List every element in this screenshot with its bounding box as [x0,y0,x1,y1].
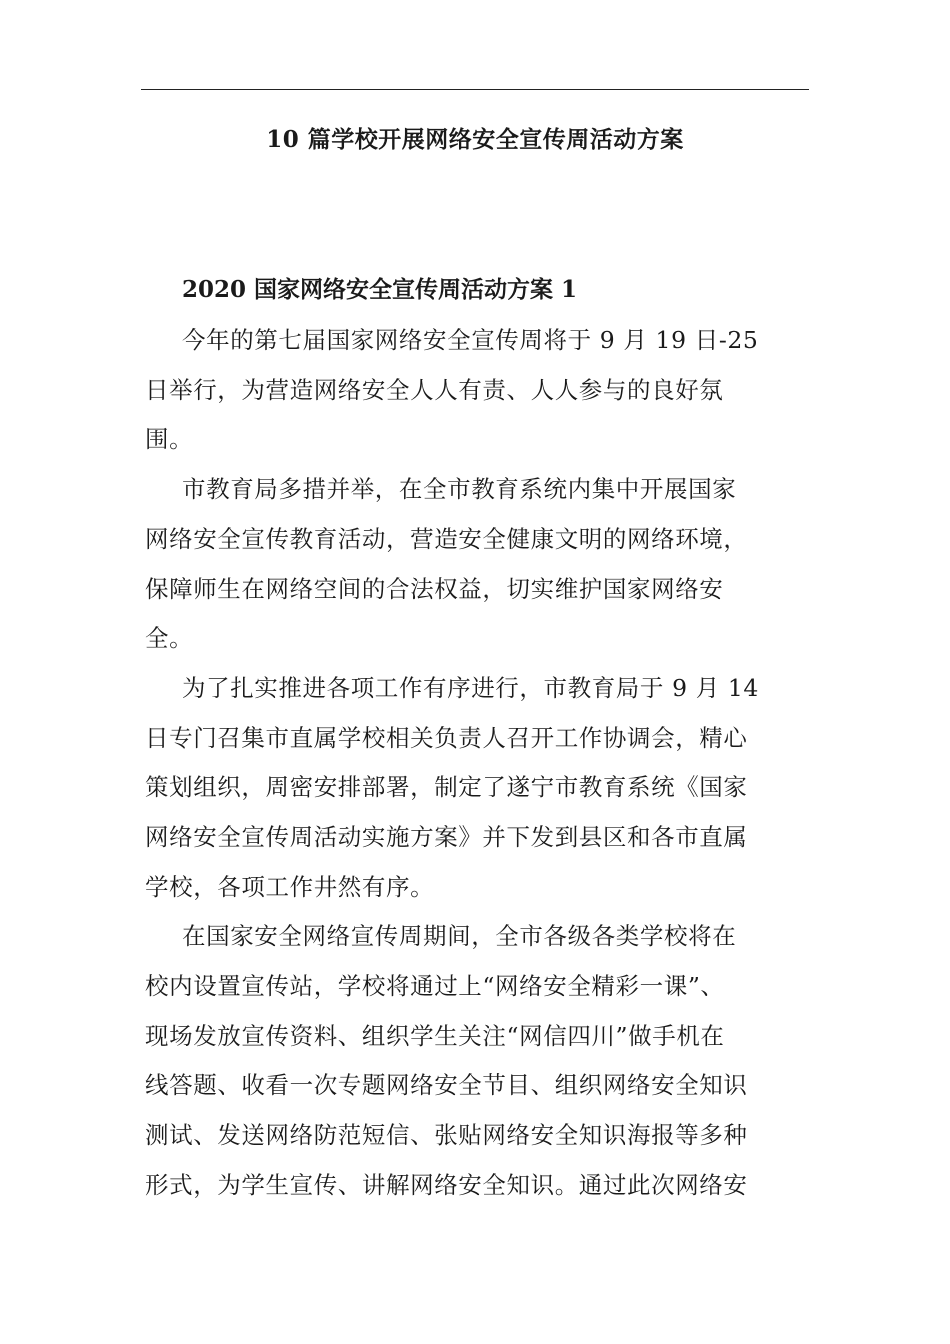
paragraph-line: 网络安全宣传周活动实施方案》并下发到县区和各市直属 [145,823,748,851]
section-heading: 2020 国家网络安全宣传周活动方案 1 [182,276,578,303]
paragraph-line: 现场发放宣传资料、组织学生关注“网信四川”做手机在 [145,1022,725,1050]
document-title: 10 篇学校开展网络安全宣传周活动方案 [266,126,684,153]
paragraph-line: 测试、发送网络防范短信、张贴网络安全知识海报等多种 [145,1121,748,1149]
paragraph-line: 保障师生在网络空间的合法权益，切实维护国家网络安 [145,575,724,603]
paragraph-line: 线答题、收看一次专题网络安全节目、组织网络安全知识 [145,1071,748,1099]
paragraph-line: 今年的第七届国家网络安全宣传周将于 9 月 19 日-25 [182,326,759,354]
paragraph-line: 日专门召集市直属学校相关负责人召开工作协调会，精心 [145,724,748,752]
paragraph-line: 学校，各项工作井然有序。 [145,873,435,901]
paragraph-line: 在国家安全网络宣传周期间，全市各级各类学校将在 [182,922,737,950]
top-divider [141,89,809,90]
paragraph-line: 校内设置宣传站，学校将通过上“网络安全精彩一课”、 [145,972,725,1000]
paragraph-line: 为了扎实推进各项工作有序进行，市教育局于 9 月 14 [182,674,759,702]
paragraph-line: 全。 [145,624,194,652]
paragraph-line: 网络安全宣传教育活动，营造安全健康文明的网络环境， [145,525,748,553]
paragraph-line: 市教育局多措并举，在全市教育系统内集中开展国家 [182,475,737,503]
paragraph-line: 围。 [145,425,194,453]
paragraph-line: 形式，为学生宣传、讲解网络安全知识。通过此次网络安 [145,1171,748,1199]
paragraph-line: 日举行，为营造网络安全人人有责、人人参与的良好氛 [145,376,724,404]
paragraph-line: 策划组织，周密安排部署，制定了遂宁市教育系统《国家 [145,773,748,801]
